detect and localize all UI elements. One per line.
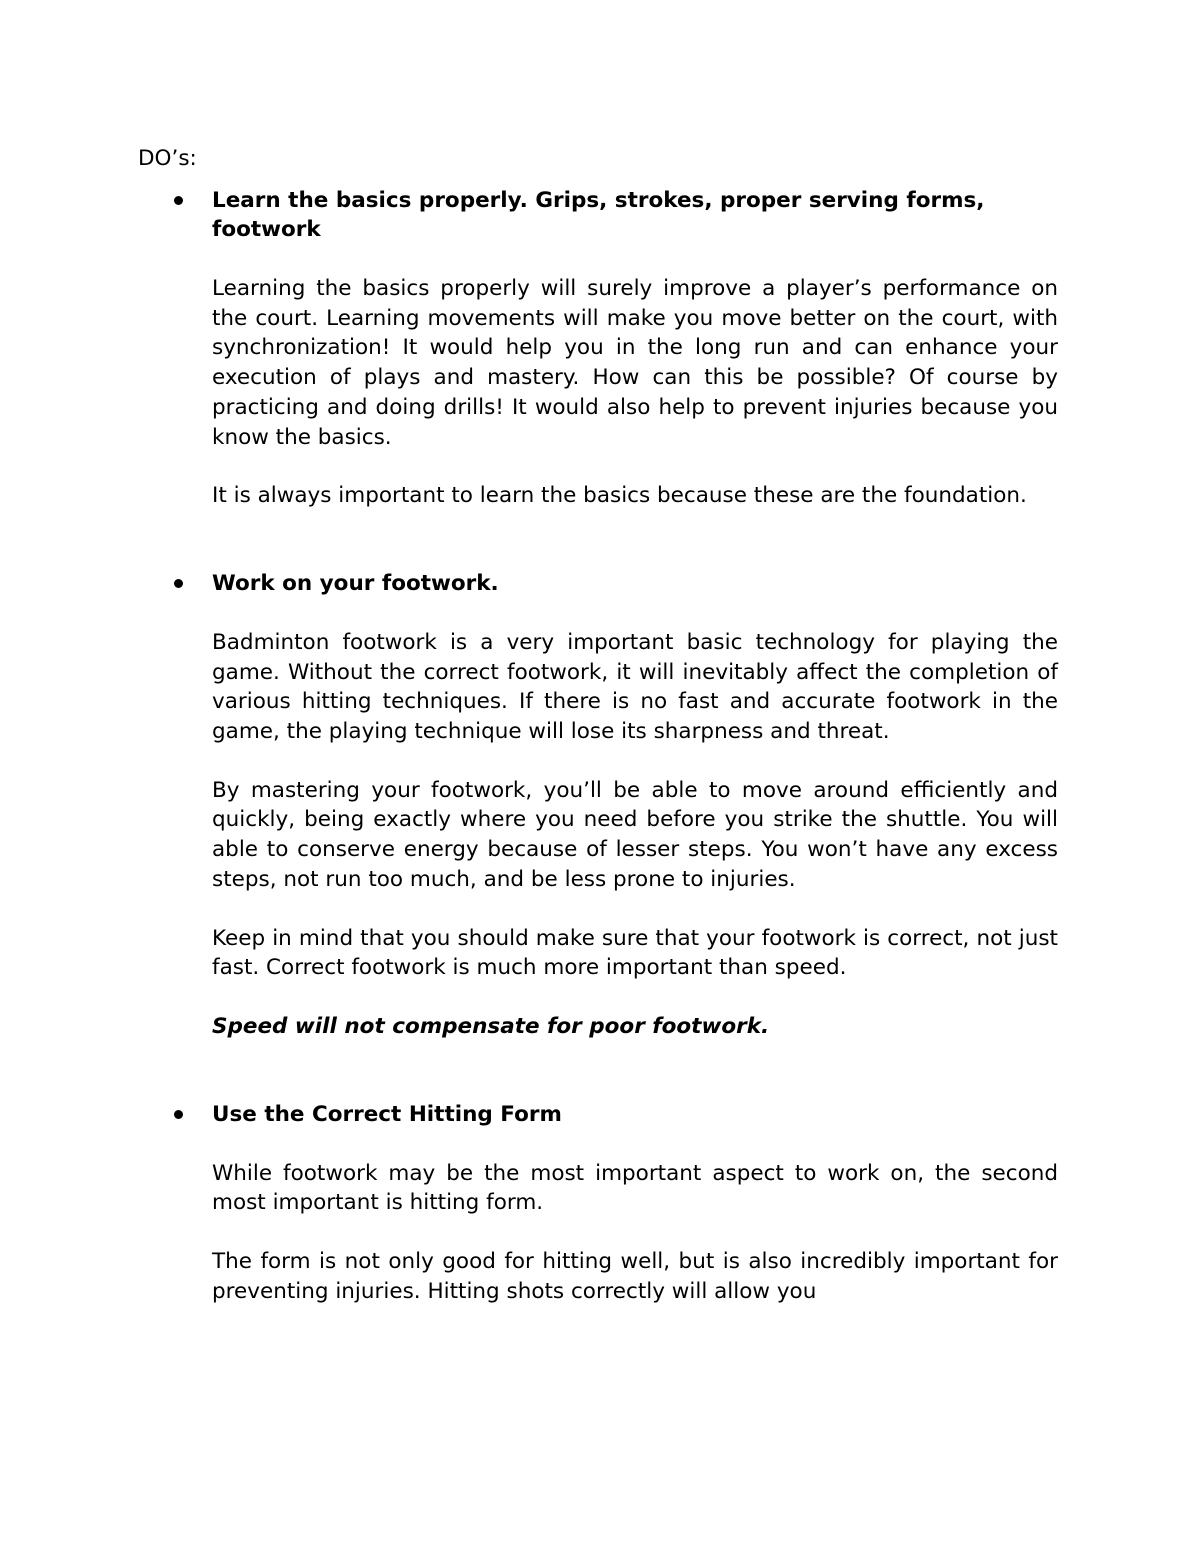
item-title: Work on your footwork. <box>212 570 499 596</box>
list-item <box>212 1100 1058 1307</box>
paragraph: It is always important to learn the basics because these are the foundation. <box>212 483 1027 509</box>
paragraph: Keep in mind that you should make sure that your footwork is correct, not just fast. Correct footwork is much more important than speed. <box>212 925 1058 981</box>
page-heading: DO’s: <box>138 146 197 171</box>
bullet-icon <box>174 1110 183 1119</box>
dos-list <box>212 186 1058 1306</box>
paragraph: Learning the basics properly will surely improve a player’s performance on the court. Learning movements will make you move better on the court, with synchronization! It would help you in the long run and can enhance your execution of plays and mastery. How can this be possible? Of course by practicing and doing drills! It would also help to prevent injuries because you know the basics. <box>212 276 1058 450</box>
paragraph: The form is not only good for hitting well, but is also incredibly important for preventing injuries. Hitting shots correctly will allow you <box>212 1249 1058 1304</box>
list-item <box>212 186 1058 511</box>
paragraph: By mastering your footwork, you’ll be able to move around efficiently and quickly, being exactly where you need before you strike the shuttle. You will able to conserve energy because of lesser steps. You won’t have any excess steps, not run too much, and be less prone to injuries. <box>212 777 1058 892</box>
list-item <box>212 569 1058 1042</box>
bullet-icon <box>174 579 183 588</box>
emphasis-statement: Speed will not compensate for poor footwork. <box>212 1013 770 1039</box>
paragraph: While footwork may be the most important aspect to work on, the second most important is hitting form. <box>212 1160 1058 1216</box>
item-title: Use the Correct Hitting Form <box>212 1101 562 1127</box>
item-title: Learn the basics properly. Grips, strokes, proper serving forms, footwork <box>212 188 985 242</box>
bullet-icon <box>174 196 183 205</box>
paragraph: Badminton footwork is a very important basic technology for playing the game. Without the correct footwork, it will inevitably affect the completion of various hitting techniques. If there is no fast and accurate footwork in the game, the playing technique will lose its sharpness and threat. <box>212 629 1058 745</box>
